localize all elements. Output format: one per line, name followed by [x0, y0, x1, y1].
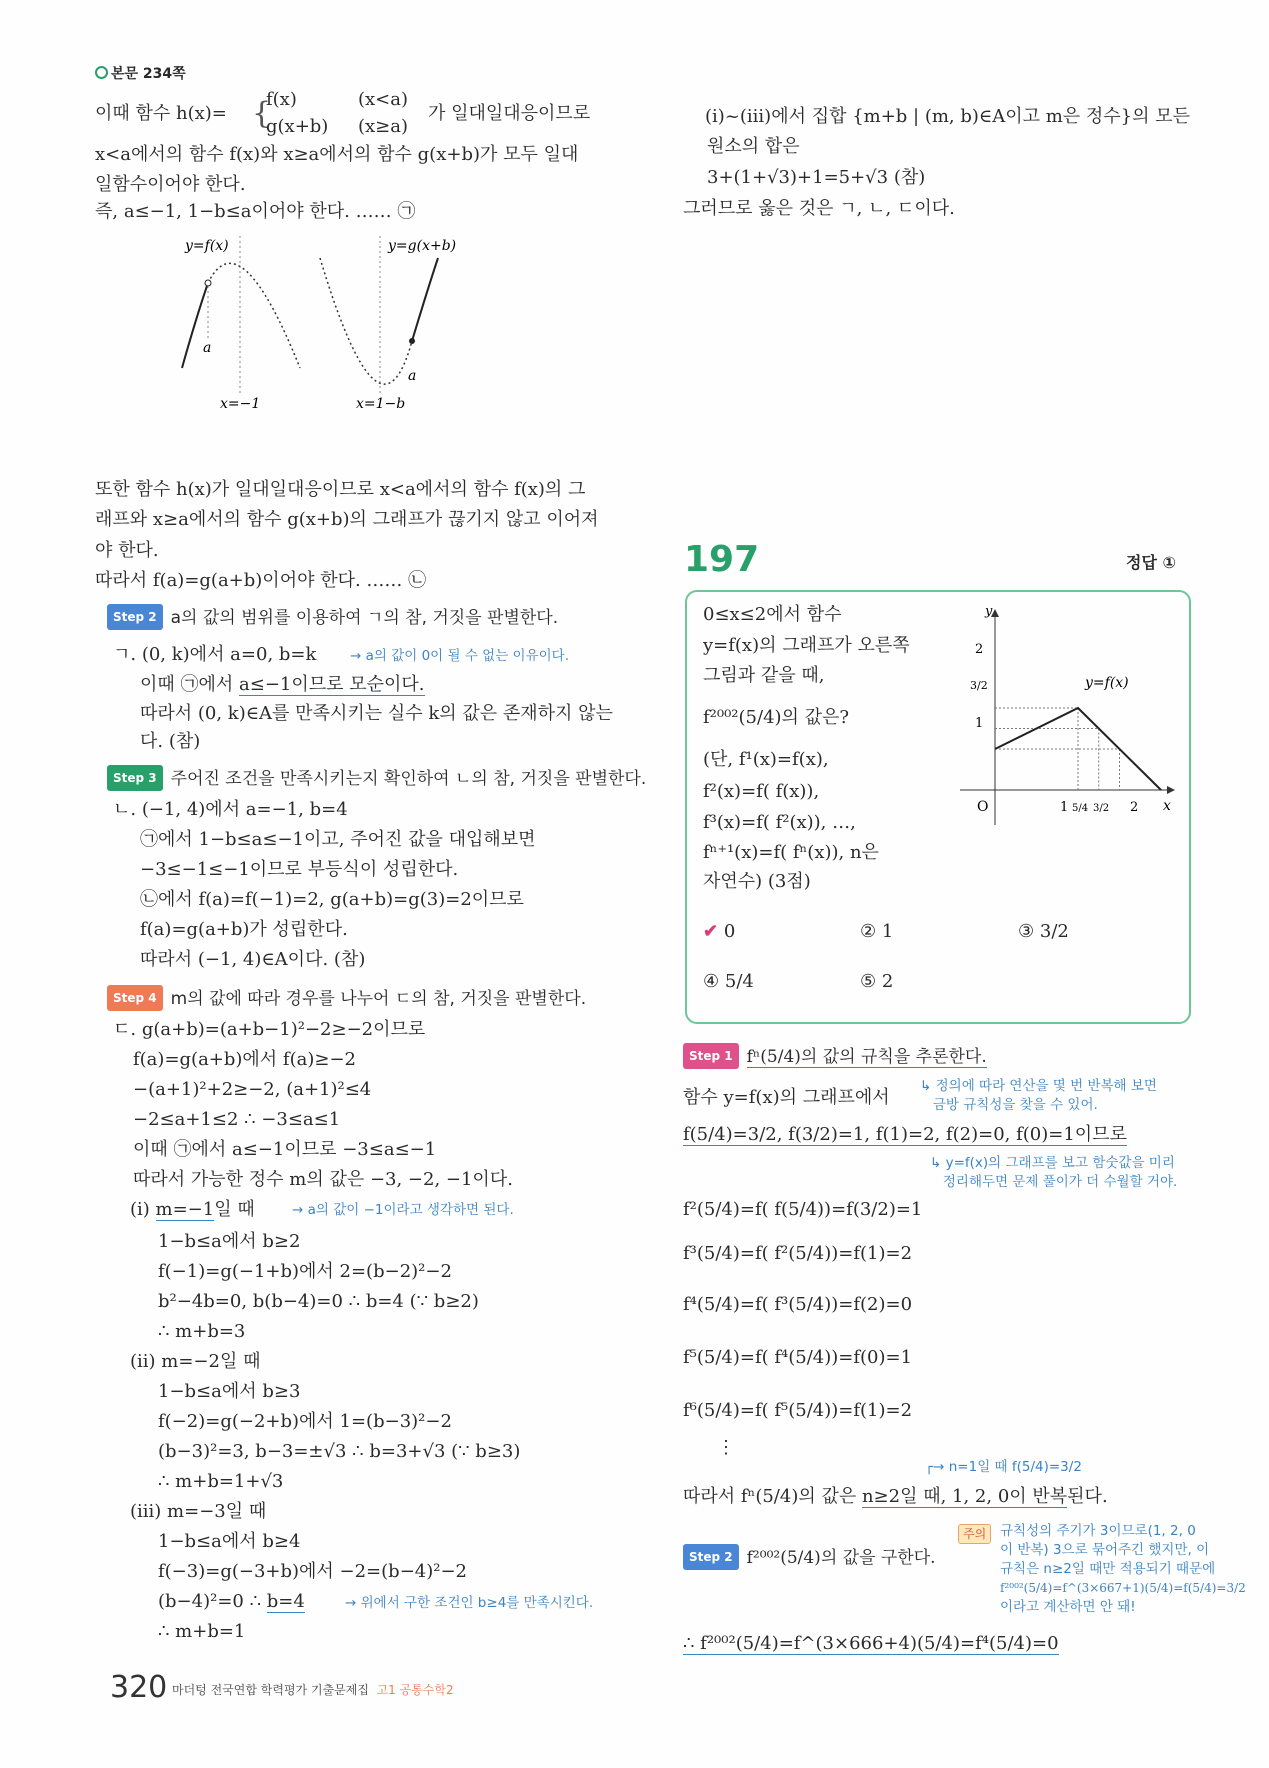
choice-value: 1: [881, 921, 894, 942]
origin-label: O: [977, 799, 989, 815]
text: f(−3)=g(−3+b)에서 −2=(b−4)²−2: [158, 1561, 467, 1582]
y-tick-3-2: 3/2: [970, 679, 988, 692]
problem-text: 0≤x≤2에서 함수: [703, 604, 842, 625]
text: ㄴ. (−1, 4)에서 a=−1, b=4: [113, 799, 348, 820]
iteration-line: f⁶(5/4)=f( f⁵(5/4))=f(1)=2: [683, 1400, 913, 1421]
case1-expr: f(x): [266, 89, 297, 110]
book-title: 마더텅 전국연합 학력평가 기출문제집: [172, 1683, 369, 1697]
text: 1−b≤a에서 b≥3: [158, 1381, 301, 1402]
x-tick-1: 1: [1060, 800, 1069, 815]
step-title: f²⁰⁰²(5/4)의 값을 구한다.: [746, 1548, 936, 1568]
text: 야 한다.: [95, 540, 159, 561]
text: ㄱ. (0, k)에서 a=0, b=k: [113, 644, 317, 665]
text: 다. (참): [140, 731, 201, 752]
text: −3≤−1≤−1이므로 부등식이 성립한다.: [140, 859, 459, 880]
text: 이때 함수 h(x)=: [95, 103, 227, 124]
problem-text: f²⁰⁰²(5/4)의 값은?: [703, 707, 850, 728]
text: 이때 ㉠에서: [140, 674, 239, 695]
choice-value: 2: [881, 971, 894, 992]
text: 가 일대일대응이므로: [428, 103, 591, 124]
note-text: 이라고 계산하면 안 돼!: [1000, 1599, 1136, 1615]
text: 3+(1+√3)+1=5+√3 (참): [707, 167, 926, 188]
note-text: 이 반복) 3으로 묶어주긴 했지만, 이: [1000, 1542, 1210, 1558]
text: 즉, a≤−1, 1−b≤a이어야 한다. …… ㉠: [95, 201, 416, 222]
curve-label: y=f(x): [1085, 675, 1129, 691]
note: ↳ y=f(x)의 그래프를 보고 함숫값을 미리 정리해두면 문제 풀이가 더 수월할 거야.: [930, 1155, 1178, 1190]
solution-step1-heading: [683, 1043, 987, 1069]
problem-text: 자연수) (3점): [703, 871, 811, 892]
subject: 고1 공통수학2: [376, 1683, 454, 1697]
piecewise-line: [95, 102, 227, 126]
underlined-text: b=4: [266, 1591, 305, 1612]
text: 래프와 x≥a에서의 함수 g(x+b)의 그래프가 끊기지 않고 이어져: [95, 509, 599, 530]
page-number: 320: [110, 1670, 168, 1705]
text: ∴ m+b=1: [158, 1621, 246, 1642]
text: 1−b≤a에서 b≥4: [158, 1531, 301, 1552]
note-text: a의 값이 −1이라고 생각하면 된다.: [307, 1202, 514, 1218]
text: ㉠에서 1−b≤a≤−1이고, 주어진 값을 대입해보면: [140, 829, 536, 850]
problem-text: f³(x)=f( f²(x)), …,: [703, 812, 856, 833]
step-title: m의 값에 따라 경우를 나누어 ㄷ의 참, 거짓을 판별한다.: [170, 989, 587, 1009]
choice-num: ④: [703, 971, 720, 992]
text: 일함수이어야 한다.: [95, 174, 246, 195]
brace: {: [252, 96, 272, 131]
iteration-line: f⁵(5/4)=f( f⁴(5/4))=f(0)=1: [683, 1347, 913, 1368]
text: [140, 673, 425, 697]
note-text: f²⁰⁰²(5/4)=f^(3×667+1)(5/4)=f(5/4)=3/2: [1000, 1581, 1246, 1595]
open-point: [205, 280, 211, 286]
text: ㄷ. g(a+b)=(a+b−1)²−2≥−2이므로: [113, 1019, 426, 1040]
note-text: 규칙은 n≥2일 때만 적용되기 때문에: [1000, 1561, 1216, 1577]
step-badge: Step 4: [107, 985, 163, 1011]
reference-link[interactable]: [95, 62, 186, 86]
note-text: 정리해두면 문제 풀이가 더 수월할 거야.: [942, 1174, 1178, 1190]
choice-num: ③: [1018, 921, 1035, 942]
closed-point: [409, 338, 415, 344]
problem-text: (단, f¹(x)=f(x),: [703, 749, 829, 770]
problem-text: fⁿ⁺¹(x)=f( fⁿ(x)), n은: [703, 842, 879, 863]
underlined-text: f(5/4)=3/2, f(3/2)=1, f(1)=2, f(2)=0, f(0)=1이므로: [683, 1124, 1127, 1145]
text: 또한 함수 h(x)가 일대일대응이므로 x<a에서의 함수 f(x)의 그: [95, 479, 586, 500]
step2-heading: [107, 604, 558, 630]
solution-step2-heading: [683, 1544, 936, 1570]
note: → a의 값이 0이 될 수 없는 이유이다.: [350, 648, 570, 664]
check-mark-icon: ✔: [703, 921, 719, 942]
iteration-line: f²(5/4)=f( f(5/4))=f(3/2)=1: [683, 1199, 923, 1220]
case2-cond: (x≥a): [358, 116, 409, 137]
text: 된다.: [1067, 1486, 1108, 1507]
text: −(a+1)²+2≥−2, (a+1)²≤4: [133, 1079, 372, 1100]
underlined-text: a≤−1이므로 모순이다.: [239, 674, 425, 695]
label-a2: a: [408, 368, 417, 384]
note-text: 금방 규칙성을 찾을 수 있어.: [932, 1097, 1098, 1113]
note-text: 규칙성의 주기가 3이므로(1, 2, 0: [1000, 1523, 1196, 1539]
problem-number: 197: [684, 539, 760, 580]
case3-heading: (iii) m=−3일 때: [130, 1501, 267, 1522]
choice-value: 0: [723, 921, 736, 942]
text: [158, 1590, 305, 1614]
footer-text: [172, 1678, 454, 1702]
text: x<a에서의 함수 f(x)와 x≥a에서의 함수 g(x+b)가 모두 일대: [95, 144, 579, 165]
text: 따라서 f(a)=g(a+b)이어야 한다. …… ㉡: [95, 570, 427, 591]
underlined-text: m=−1: [155, 1199, 215, 1220]
case1-heading: [130, 1198, 255, 1222]
text: (b−4)²=0 ∴: [158, 1591, 267, 1612]
choice-1[interactable]: [703, 921, 735, 942]
choice-value: 5/4: [724, 971, 754, 992]
note: ↳ 정의에 따라 연산을 몇 번 반복해 보면 금방 규칙성을 찾을 수 있어.: [920, 1078, 1157, 1113]
step-badge: Step 2: [683, 1544, 739, 1570]
step-title: fⁿ(5/4)의 값의 규칙을 추론한다.: [746, 1047, 987, 1067]
text: 그러므로 옳은 것은 ㄱ, ㄴ, ㄷ이다.: [683, 198, 955, 219]
text: −2≤a+1≤2 ∴ −3≤a≤1: [133, 1109, 341, 1130]
step-title: a의 값의 범위를 이용하여 ㄱ의 참, 거짓을 판별한다.: [170, 608, 559, 628]
f-curve-dashed: [208, 263, 300, 368]
conclusion: [683, 1485, 1108, 1509]
choice-5[interactable]: [860, 971, 893, 992]
text: 일 때: [214, 1199, 255, 1220]
label-x2: x=1−b: [356, 396, 406, 412]
note: ┌→ n=1일 때 f(5/4)=3/2: [925, 1459, 1082, 1475]
text: 따라서 (0, k)∈A를 만족시키는 실수 k의 값은 존재하지 않는: [140, 703, 613, 724]
text: (i)~(iii)에서 집합 {m+b | (m, b)∈A이고 m은 정수}의 모든: [705, 106, 1191, 127]
text: 이때 ㉠에서 a≤−1이므로 −3≤a≤−1: [133, 1139, 437, 1160]
label-f: y=f(x): [185, 238, 229, 254]
label-x1: x=−1: [220, 396, 261, 412]
text: b²−4b=0, b(b−4)=0 ∴ b=4 (∵ b≥2): [158, 1291, 479, 1312]
note-text: a의 값이 0이 될 수 없는 이유이다.: [365, 648, 570, 664]
text: 따라서 가능한 정수 m의 값은 −3, −2, −1이다.: [133, 1169, 513, 1190]
label-g: y=g(x+b): [388, 238, 457, 254]
answer-label: 정답 ①: [1126, 553, 1177, 572]
parabola-diagram: [170, 228, 470, 413]
step-badge: Step 2: [107, 604, 163, 630]
iteration-line: f⁴(5/4)=f( f³(5/4))=f(2)=0: [683, 1294, 913, 1315]
note-text: y=f(x)의 그래프를 보고 함숫값을 미리: [945, 1155, 1175, 1171]
y-label: y: [985, 605, 993, 619]
problem-text: y=f(x)의 그래프가 오른쪽: [703, 635, 910, 656]
g-curve-dashed: [320, 258, 412, 384]
circle-arrow-icon: [95, 66, 108, 79]
reference-label: 본문 234쪽: [111, 66, 186, 82]
text: f(−1)=g(−1+b)에서 2=(b−2)²−2: [158, 1261, 452, 1282]
problem-text: 그림과 같을 때,: [703, 665, 825, 686]
note-text: 위에서 구한 조건인 b≥4를 만족시킨다.: [360, 1595, 594, 1611]
choice-2[interactable]: [860, 921, 893, 942]
y-tick-1: 1: [975, 716, 984, 731]
caution-note: [1000, 1522, 1246, 1617]
x-axis-arrow-icon: [1167, 786, 1175, 794]
text: 따라서 (−1, 4)∈A이다. (참): [140, 949, 366, 970]
text: 원소의 합은: [707, 136, 800, 157]
text: ㉡에서 f(a)=f(−1)=2, g(a+b)=g(3)=2이므로: [140, 889, 524, 910]
step-badge: Step 1: [683, 1043, 739, 1069]
step3-heading: [107, 765, 646, 791]
note-text: 정의에 따라 연산을 몇 번 반복해 보면: [935, 1078, 1157, 1094]
step-title: 주어진 조건을 만족시키는지 확인하여 ㄴ의 참, 거짓을 판별한다.: [170, 769, 647, 789]
text: ∴ m+b=1+√3: [158, 1471, 284, 1492]
caution-badge: 주의: [958, 1524, 991, 1544]
underlined-text: ∴ f²⁰⁰²(5/4)=f^(3×666+4)(5/4)=f⁴(5/4)=0: [683, 1633, 1059, 1654]
step4-heading: [107, 985, 586, 1011]
text: f(a)=g(a+b)가 성립한다.: [140, 919, 348, 940]
text: ∴ m+b=3: [158, 1321, 246, 1342]
text: 따라서 fⁿ(5/4)의 값은: [683, 1486, 862, 1507]
text: (i): [130, 1199, 156, 1220]
function-graph: [955, 605, 1175, 830]
case2-heading: (ii) m=−2일 때: [130, 1351, 261, 1372]
y-tick-2: 2: [975, 642, 984, 657]
problem-text: f²(x)=f( f(x)),: [703, 781, 820, 802]
x-tick-2: 2: [1130, 800, 1139, 815]
note: → a의 값이 −1이라고 생각하면 된다.: [292, 1202, 514, 1218]
text: 함수 y=f(x)의 그래프에서: [683, 1087, 890, 1108]
choice-4[interactable]: [703, 971, 754, 992]
note-text: n=1일 때 f(5/4)=3/2: [948, 1459, 1082, 1475]
x-tick-3-2: 3/2: [1093, 803, 1110, 814]
vertical-ellipsis: ⋮: [717, 1437, 735, 1458]
case2-expr: g(x+b): [266, 116, 329, 137]
iteration-line: f³(5/4)=f( f²(5/4))=f(1)=2: [683, 1243, 913, 1264]
label-a1: a: [203, 340, 212, 356]
choice-num: ②: [860, 921, 877, 942]
choice-num: ⑤: [860, 971, 877, 992]
underlined-text: n≥2일 때, 1, 2, 0이 반복: [861, 1486, 1068, 1507]
final-answer: [683, 1632, 1059, 1656]
text: f(−2)=g(−2+b)에서 1=(b−3)²−2: [158, 1411, 452, 1432]
text: f(a)=g(a+b)에서 f(a)≥−2: [133, 1049, 356, 1070]
text: 1−b≤a에서 b≥2: [158, 1231, 301, 1252]
text: (b−3)²=3, b−3=±√3 ∴ b=3+√3 (∵ b≥3): [158, 1441, 521, 1462]
note: → 위에서 구한 조건인 b≥4를 만족시킨다.: [345, 1595, 594, 1611]
g-curve-solid: [412, 258, 438, 341]
text: [683, 1123, 1127, 1147]
choice-3[interactable]: [1018, 921, 1069, 942]
x-label: x: [1163, 798, 1171, 814]
case1-cond: (x<a): [358, 89, 409, 110]
choice-value: 3/2: [1039, 921, 1069, 942]
x-tick-5-4: 5/4: [1072, 803, 1089, 814]
step-badge: Step 3: [107, 765, 163, 791]
